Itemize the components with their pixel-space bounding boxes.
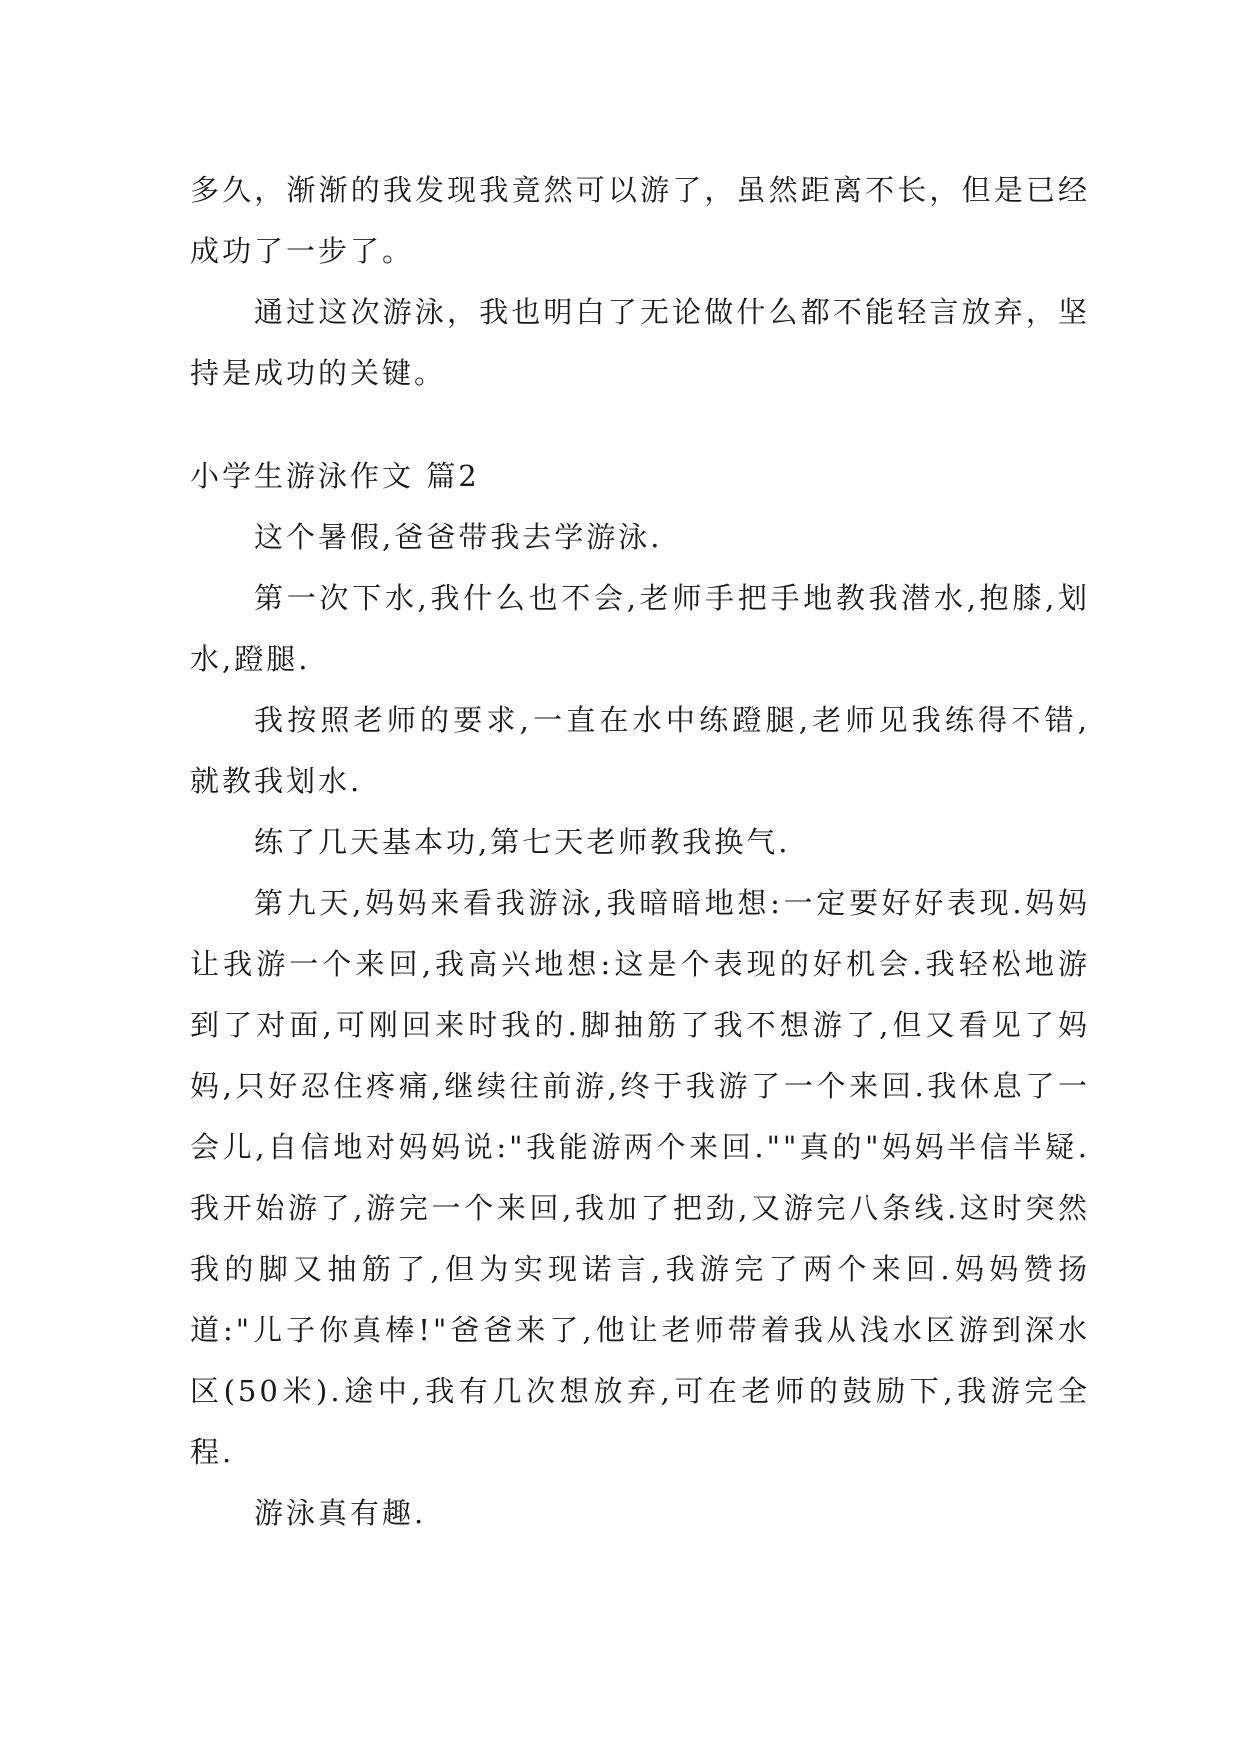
paragraph: 这个暑假,爸爸带我去学游泳. bbox=[254, 520, 663, 554]
section-title: 小学生游泳作文 篇2 bbox=[190, 459, 480, 493]
paragraph: 游泳真有趣. bbox=[254, 1496, 427, 1530]
document-body bbox=[190, 160, 1090, 1544]
paragraph: 第一次下水,我什么也不会,老师手把手地教我潜水,抱膝,划水,蹬腿. bbox=[190, 581, 1090, 676]
paragraph: 练了几天基本功,第七天老师教我换气. bbox=[254, 825, 791, 859]
paragraph: 第九天,妈妈来看我游泳,我暗暗地想:一定要好好表现.妈妈让我游一个来回,我高兴地想:这是个表现的好机会.我轻松地游到了对面,可刚回来时我的.脚抽筋了我不想游了,但又看见了妈妈,只好忍住疼痛,继续往前游,终于我游了一个来回.我休息了一会儿,自信地对妈妈说:"我能游两个来回.""真的"妈妈半信半疑.我开始游了,游完一个来回,我加了把劲,又游完八条线.这时突然我的脚又抽筋了,但为实现诺言,我游完了两个来回.妈妈赞扬道:"儿子你真棒!"爸爸来了,他让老师带着我从浅水区游到深水区(50米).途中,我有几次想放弃,可在老师的鼓励下,我游完全程. bbox=[190, 886, 1090, 1469]
paragraph-continuation: 多久，渐渐的我发现我竟然可以游了，虽然距离不长，但是已经成功了一步了。 bbox=[190, 173, 1090, 268]
paragraph: 我按照老师的要求,一直在水中练蹬腿,老师见我练得不错,就教我划水. bbox=[190, 703, 1090, 798]
paragraph-conclusion: 通过这次游泳，我也明白了无论做什么都不能轻言放弃，坚持是成功的关键。 bbox=[190, 295, 1090, 390]
